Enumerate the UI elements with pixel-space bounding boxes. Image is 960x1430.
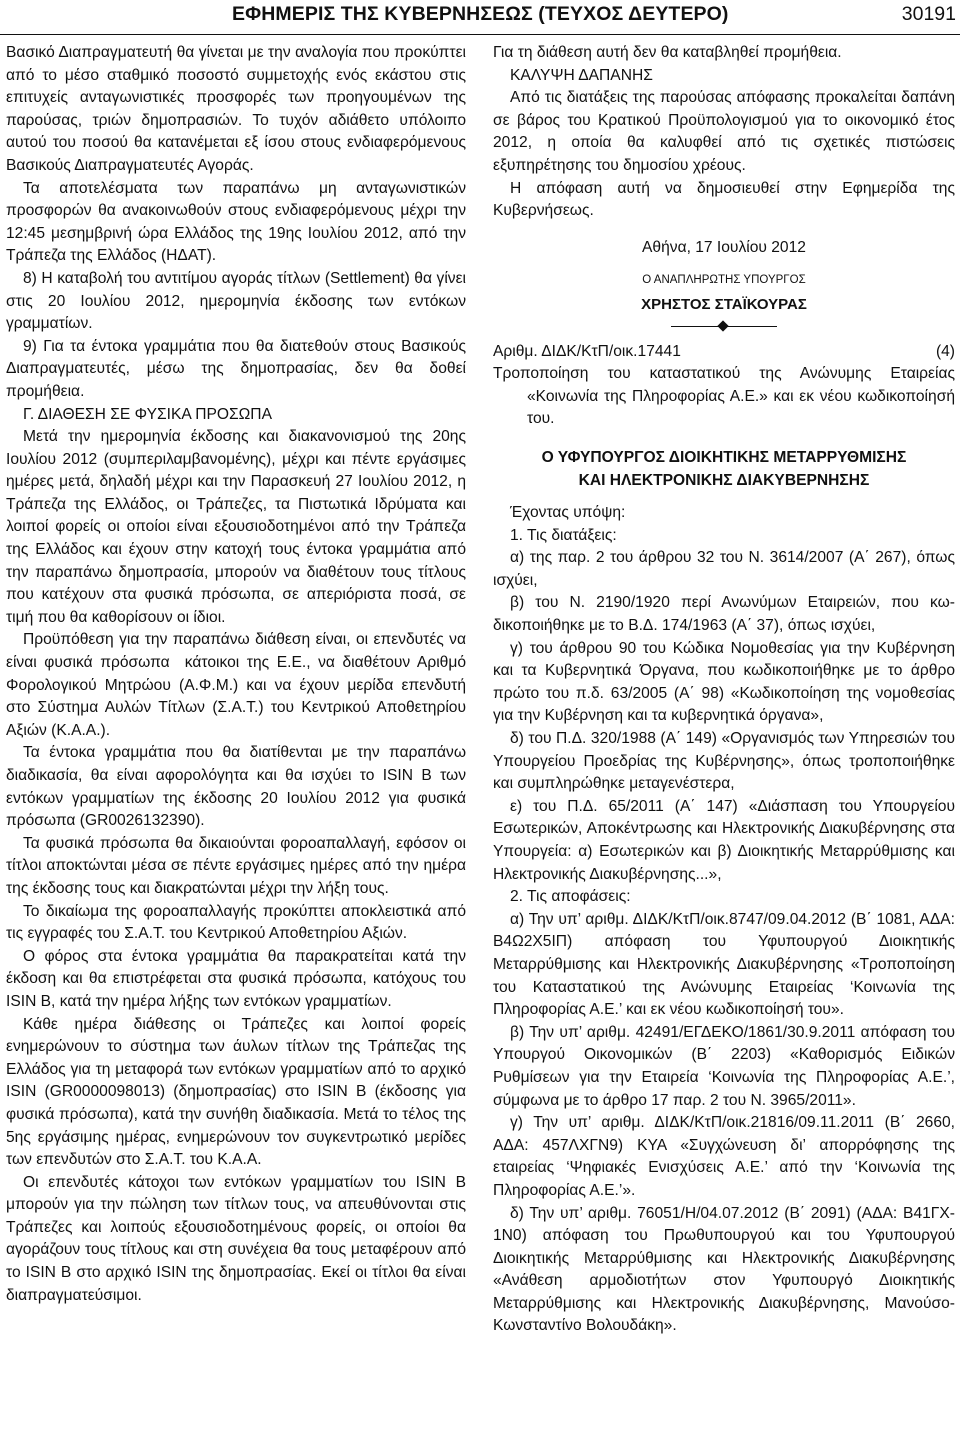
signature-role: Ο ΑΝΑΠΛΗΡΩΤΗΣ ΥΠΟΥΡΓΟΣ bbox=[642, 274, 806, 287]
section-heading: Γ. ΔΙΑΘΕΣΗ ΣΕ ΦΥΣΙΚΑ ΠΡΟΣΩΠΑ bbox=[23, 405, 272, 423]
paragraph: α) της παρ. 2 του άρθρου 32 του Ν. 3614/2007 (Α΄ 267), όπως ισχύει, bbox=[493, 549, 955, 589]
paragraph: Ο φόρος στα έντοκα γραμμάτια θα παρακρατείται κατά την έκδοση και θα επιστρέφεται στα φυσικά πρόσωπα, κατόχους του ISIN B, κατά την ημέρα λήξης των εντόκων γραμματίων. bbox=[6, 947, 466, 1010]
signature-name: ΧΡΗΣΤΟΣ ΣΤΑΪΚΟΥΡΑΣ bbox=[641, 295, 807, 313]
paragraph: Κάθε ημέρα διάθεσης οι Τράπεζες και λοιποί φορείς ενημερώνουν το σύστημα των άυλων τίτλων της Τράπεζας της Ελλάδος για τη μεταφορά των εντόκων γραμματίων από το αρχικό ISIN (GR0000098013) (δημοπρασίας) στο ISIN B (έκδοσης για φυσικά πρόσωπα), κατά την συνήθη διαδικασία. Μετά το τέλος της 5ης εργάσιμης ημέρας, ενημερώνουν τον συγκεντρωτικό μερίδες των επενδυτών στο Σ.Α.Τ. του Κ.Α.Α. bbox=[6, 1015, 466, 1169]
left-column bbox=[6, 42, 466, 1307]
paragraph: Οι επενδυτές κάτοχοι των εντόκων γραμματίων του ISIN B μπορούν για την πώληση των τίτλων τους, να απευθύνονται στις Τράπεζες και λοιπούς εξουσιοδοτημένους φορείς, οι οποίοι θα αγοράζουν τους τίτλους και στη συνέχεια θα τους μεταφέρουν από το ISIN B στο αρχικό ISIN της δημοπρασίας. Εκεί οι τίτλοι θα είναι διαπραγματεύσιμοι. bbox=[6, 1173, 466, 1304]
paragraph: Από τις διατάξεις της παρούσας απόφασης προκαλείται δαπάνη σε βάρος του Κρατικού Προϋπολογισμού για το οικονομικό έτος 2012, η οποία θα καλυφθεί από τις σχετικές πιστώσεις εξυπηρέτησης του δημοσίου χρέους. bbox=[493, 89, 955, 174]
paragraph: β) του Ν. 2190/1920 περί Ανωνύμων Εταιρειών, που κωδικοποιήθηκε με το Β.Δ. 174/1963 (Α΄ 37), όπως ισχύει, bbox=[493, 594, 955, 635]
paragraph: δ) του Π.Δ. 320/1988 (Α΄ 149) «Οργανισμός των Υπηρεσιών του Υπουργείου Προεδρίας της Κυβέρνησης», όπως τροποποιήθηκε και συμπληρώθηκε μεταγενέστερα, bbox=[493, 730, 955, 793]
right-column bbox=[493, 42, 955, 1338]
paragraph: ε) του Π.Δ. 65/2011 (Α΄ 147) «Διάσπαση του Υπουργείου Εσωτερικών, Αποκέντρωσης και Ηλεκτρονικής Διακυβέρνησης στα Υπουργεία: α) Εσωτερικών και β) Διοικητικής Μεταρρύθμισης και Ηλεκτρονικής Διακυβέρνησης...», bbox=[493, 797, 955, 883]
paragraph: Τα φυσικά πρόσωπα θα δικαιούνται φοροαπαλλαγή, εφόσον οι τίτλοι αποκτώνται μέσα σε πέντε εργάσιμες ημέρες από την ημέρα της έκδοσης τους και διακρατώνται μέχρι την λήξη τους. bbox=[6, 834, 466, 897]
paragraph: Τα έντοκα γραμμάτια που θα διατίθενται με την παραπάνω διαδικασία, θα είναι αφορολόγητα και θα ισχύει το ISIN B των εντόκων γραμματίων της έκδοσης 20 Ιουλίου 2012 για φυσικά πρόσωπα (GR0026132390). bbox=[6, 744, 466, 830]
paragraph: δ) Την υπ’ αριθμ. 76051/Η/04.07.2012 (Β΄ 2091) (ΑΔΑ: Β41ΓΧ1Ν0) απόφαση του Πρωθυπουργού και του Υφυπουργού Διοικητικής Μεταρρύθμισης και Ηλεκτρονικής Διακυβέρνησης «Ανάθεση αρμοδιοτήτων στον Υφυπουργό Διοικητικής Μεταρρύθμισης και Ηλεκτρονικής Διακυβέρνησης, ΜανούσοΚωνσταντίνο Βολουδάκη». bbox=[493, 1204, 955, 1335]
section-divider bbox=[671, 321, 777, 333]
decision-title: Τροποποίηση του καταστατικού της Ανώνυμης Εταιρείας «Κοινωνία της Πληροφορίας Α.Ε.» και εκ νέου κωδικοποίησή του. bbox=[493, 365, 955, 428]
paragraph: β) Την υπ’ αριθμ. 42491/ΕΓΔΕΚΟ/1861/30.9.2011 απόφαση του Υπουργού Οικονομικών (Β΄ 2203) «Καθορισμός Ειδικών Ρυθμίσεων για την Εταιρεία ‘Κοινωνία της Πληροφορίας Α.Ε.’, σύμφωνα με το άρθρο 17 παρ. 2 του Ν. 3965/2011». bbox=[493, 1023, 955, 1109]
page-header bbox=[0, 0, 960, 35]
paragraph: Για τη διάθεση αυτή δεν θα καταβληθεί προμήθεια. bbox=[493, 44, 842, 61]
page-number: 30191 bbox=[901, 3, 956, 25]
ministry-heading bbox=[493, 447, 955, 492]
paragraph: Η απόφαση αυτή να δημοσιευθεί στην Εφημερίδα της Κυβερνήσεως. bbox=[493, 179, 955, 220]
paragraph: Προϋπόθεση για την παραπάνω διάθεση είναι, οι επενδυτές να είναι φυσικά πρόσωπα κάτοικοι της Ε.Ε., να διαθέτουν Αριθμό Φορολογικού Μητρώου (Α.Φ.Μ.) και να έχουν μερίδα επενδυτή στο Σύστημα Αυλών Τίτλων (Σ.Α.Τ.) του Κεντρικού Αποθετηρίου Αξιών (Κ.Α.Α.). bbox=[6, 631, 466, 739]
paragraph: 9) Για τα έντοκα γραμμάτια που θα διατεθούν στους Βασικούς Διαπραγματευτές, μέσω της δημοπρασίας, δεν θα δοθεί προμήθεια. bbox=[6, 337, 466, 400]
decision-index: (4) bbox=[935, 342, 955, 360]
paragraph: γ) του άρθρου 90 του Κώδικα Νομοθεσίας για την Κυβέρνηση και τα Κυβερνητικά Όργανα, που κωδικοποιήθηκε με το άρθρο πρώτο του π.δ. 63/2005 (Α΄ 98) «Κωδικοποίηση της νομοθεσίας για την Κυβέρνηση και τα κυβερνητικά όργανα», bbox=[493, 639, 955, 725]
ministry-line: Ο ΥΦΥΠΟΥΡΓΟΣ ΔΙΟΙΚΗΤΙΚΗΣ ΜΕΤΑΡΡΥΘΜΙΣΗΣ bbox=[541, 448, 907, 466]
section-heading: ΚΑΛΥΨΗ ΔΑΠΑΝΗΣ bbox=[510, 66, 653, 84]
ministry-line: ΚΑΙ ΗΛΕΚΤΡΟΝΙΚΗΣ ΔΙΑΚΥΒΕΡΝΗΣΗΣ bbox=[578, 471, 870, 489]
paragraph: 1. Τις διατάξεις: bbox=[510, 526, 617, 544]
divider-diamond-icon bbox=[717, 320, 728, 331]
paragraph: Το δικαίωμα της φοροαπαλλαγής προκύπτει αποκλειστικά από τις εγγραφές του Σ.Α.Τ. του Κεντρικού Αποθετηρίου Αξιών. bbox=[6, 902, 466, 943]
paragraph: Βασικό Διαπραγματευτή θα γίνεται με την αναλογία που προκύπτει από το μέσο σταθμικό ποσοστό συμμετοχής ενός εκάστου στις επιτυχείς ανταγωνιστικές προσφορές των προηγουμένων της παρούσας, τριών δημοπρασιών. Το τυχόν αδιάθετο υπόλοιπο αυτού του ποσού θα κατανέμεται εξ ίσου στους ενδιαφερόμενους Βασικούς Διαπραγματευτές Αγοράς. bbox=[6, 44, 466, 174]
decision-number: Αριθμ. ΔΙΔΚ/ΚτΠ/οικ.17441 bbox=[493, 342, 681, 360]
paragraph: 8) Η καταβολή του αντιτίμου αγοράς τίτλων (Settlement) θα γίνει στις 20 Ιουλίου 2012, ημερομηνία έκδοσης των εντόκων γραμματίων. bbox=[6, 269, 466, 333]
decision-header bbox=[493, 341, 955, 364]
paragraph: Τα αποτελέσματα των παραπάνω μη ανταγωνιστικών προσφορών θα ανακοινωθούν στους ενδιαφερόμενους μέχρι την 12:45 μεσημβρινή ώρα Ελλάδος της 19ης Ιουλίου 2012, από την Τράπεζα της Ελλάδος (ΗΔΑΤ). bbox=[6, 179, 466, 265]
paragraph: Έχοντας υπόψη: bbox=[510, 504, 626, 522]
paragraph: γ) Την υπ’ αριθμ. ΔΙΔΚ/ΚτΠ/οικ.21816/09.11.2011 (Β΄ 2660, ΑΔΑ: 457ΛΧΓΝ9) ΚΥΑ «Συγχώνευση δι’ απορρόφησης της εταιρείας ‘Ψηφιακές Ενισχύσεις Α.Ε.’ από την ‘Κοινωνία της Πληροφορίας Α.Ε.’». bbox=[493, 1114, 955, 1199]
paragraph: α) Την υπ’ αριθμ. ΔΙΔΚ/ΚτΠ/οικ.8747/09.04.2012 (Β΄ 1081, ΑΔΑ: Β4Ω2Χ5ΙΠ) απόφαση του Υφυπουργού Διοικητικής Μεταρρύθμισης και Ηλεκτρονικής Διακυβέρνησης «Τροποποίηση του Καταστατικού της Ανώνυμης Εταιρείας ‘Κοινωνία της Πληροφορίας Α.Ε.’ και εκ νέου κωδικοποίησή του». bbox=[493, 910, 955, 1019]
gazette-title: ΕΦΗΜΕΡΙΣ ΤΗΣ ΚΥΒΕΡΝΗΣΕΩΣ (ΤΕΥΧΟΣ ΔΕΥΤΕΡΟ) bbox=[232, 3, 729, 25]
paragraph: Μετά την ημερομηνία έκδοσης και διακανονισμού της 20ης Ιουλίου 2012 (συμπεριλαμβανομένης), μέχρι και πέντε εργάσιμες ημέρες μετά, δηλαδή μέχρι και την Παρασκευή 27 Ιουλίου 2012, η Τράπεζα της Ελλάδος, οι Τράπεζες, τα Πιστωτικά Ιδρύματα και λοιποί φορείς οι οποίοι είναι εξουσιοδοτημένοι από την Τράπεζα της Ελλάδος και έχουν στην κατοχή τους έντοκα γραμμάτια από την παραπάνω δημοπρασία, μπορούν να διαθέτουν τους τίτλους που κατέχουν στα φυσικά πρόσωπα, σε απεριόριστα ποσά, σε τιμή που θα καθορίσουν οι ίδιοι. bbox=[6, 428, 466, 626]
paragraph: 2. Τις αποφάσεις: bbox=[510, 888, 631, 906]
signature-place-date: Αθήνα, 17 Ιουλίου 2012 bbox=[642, 238, 806, 256]
